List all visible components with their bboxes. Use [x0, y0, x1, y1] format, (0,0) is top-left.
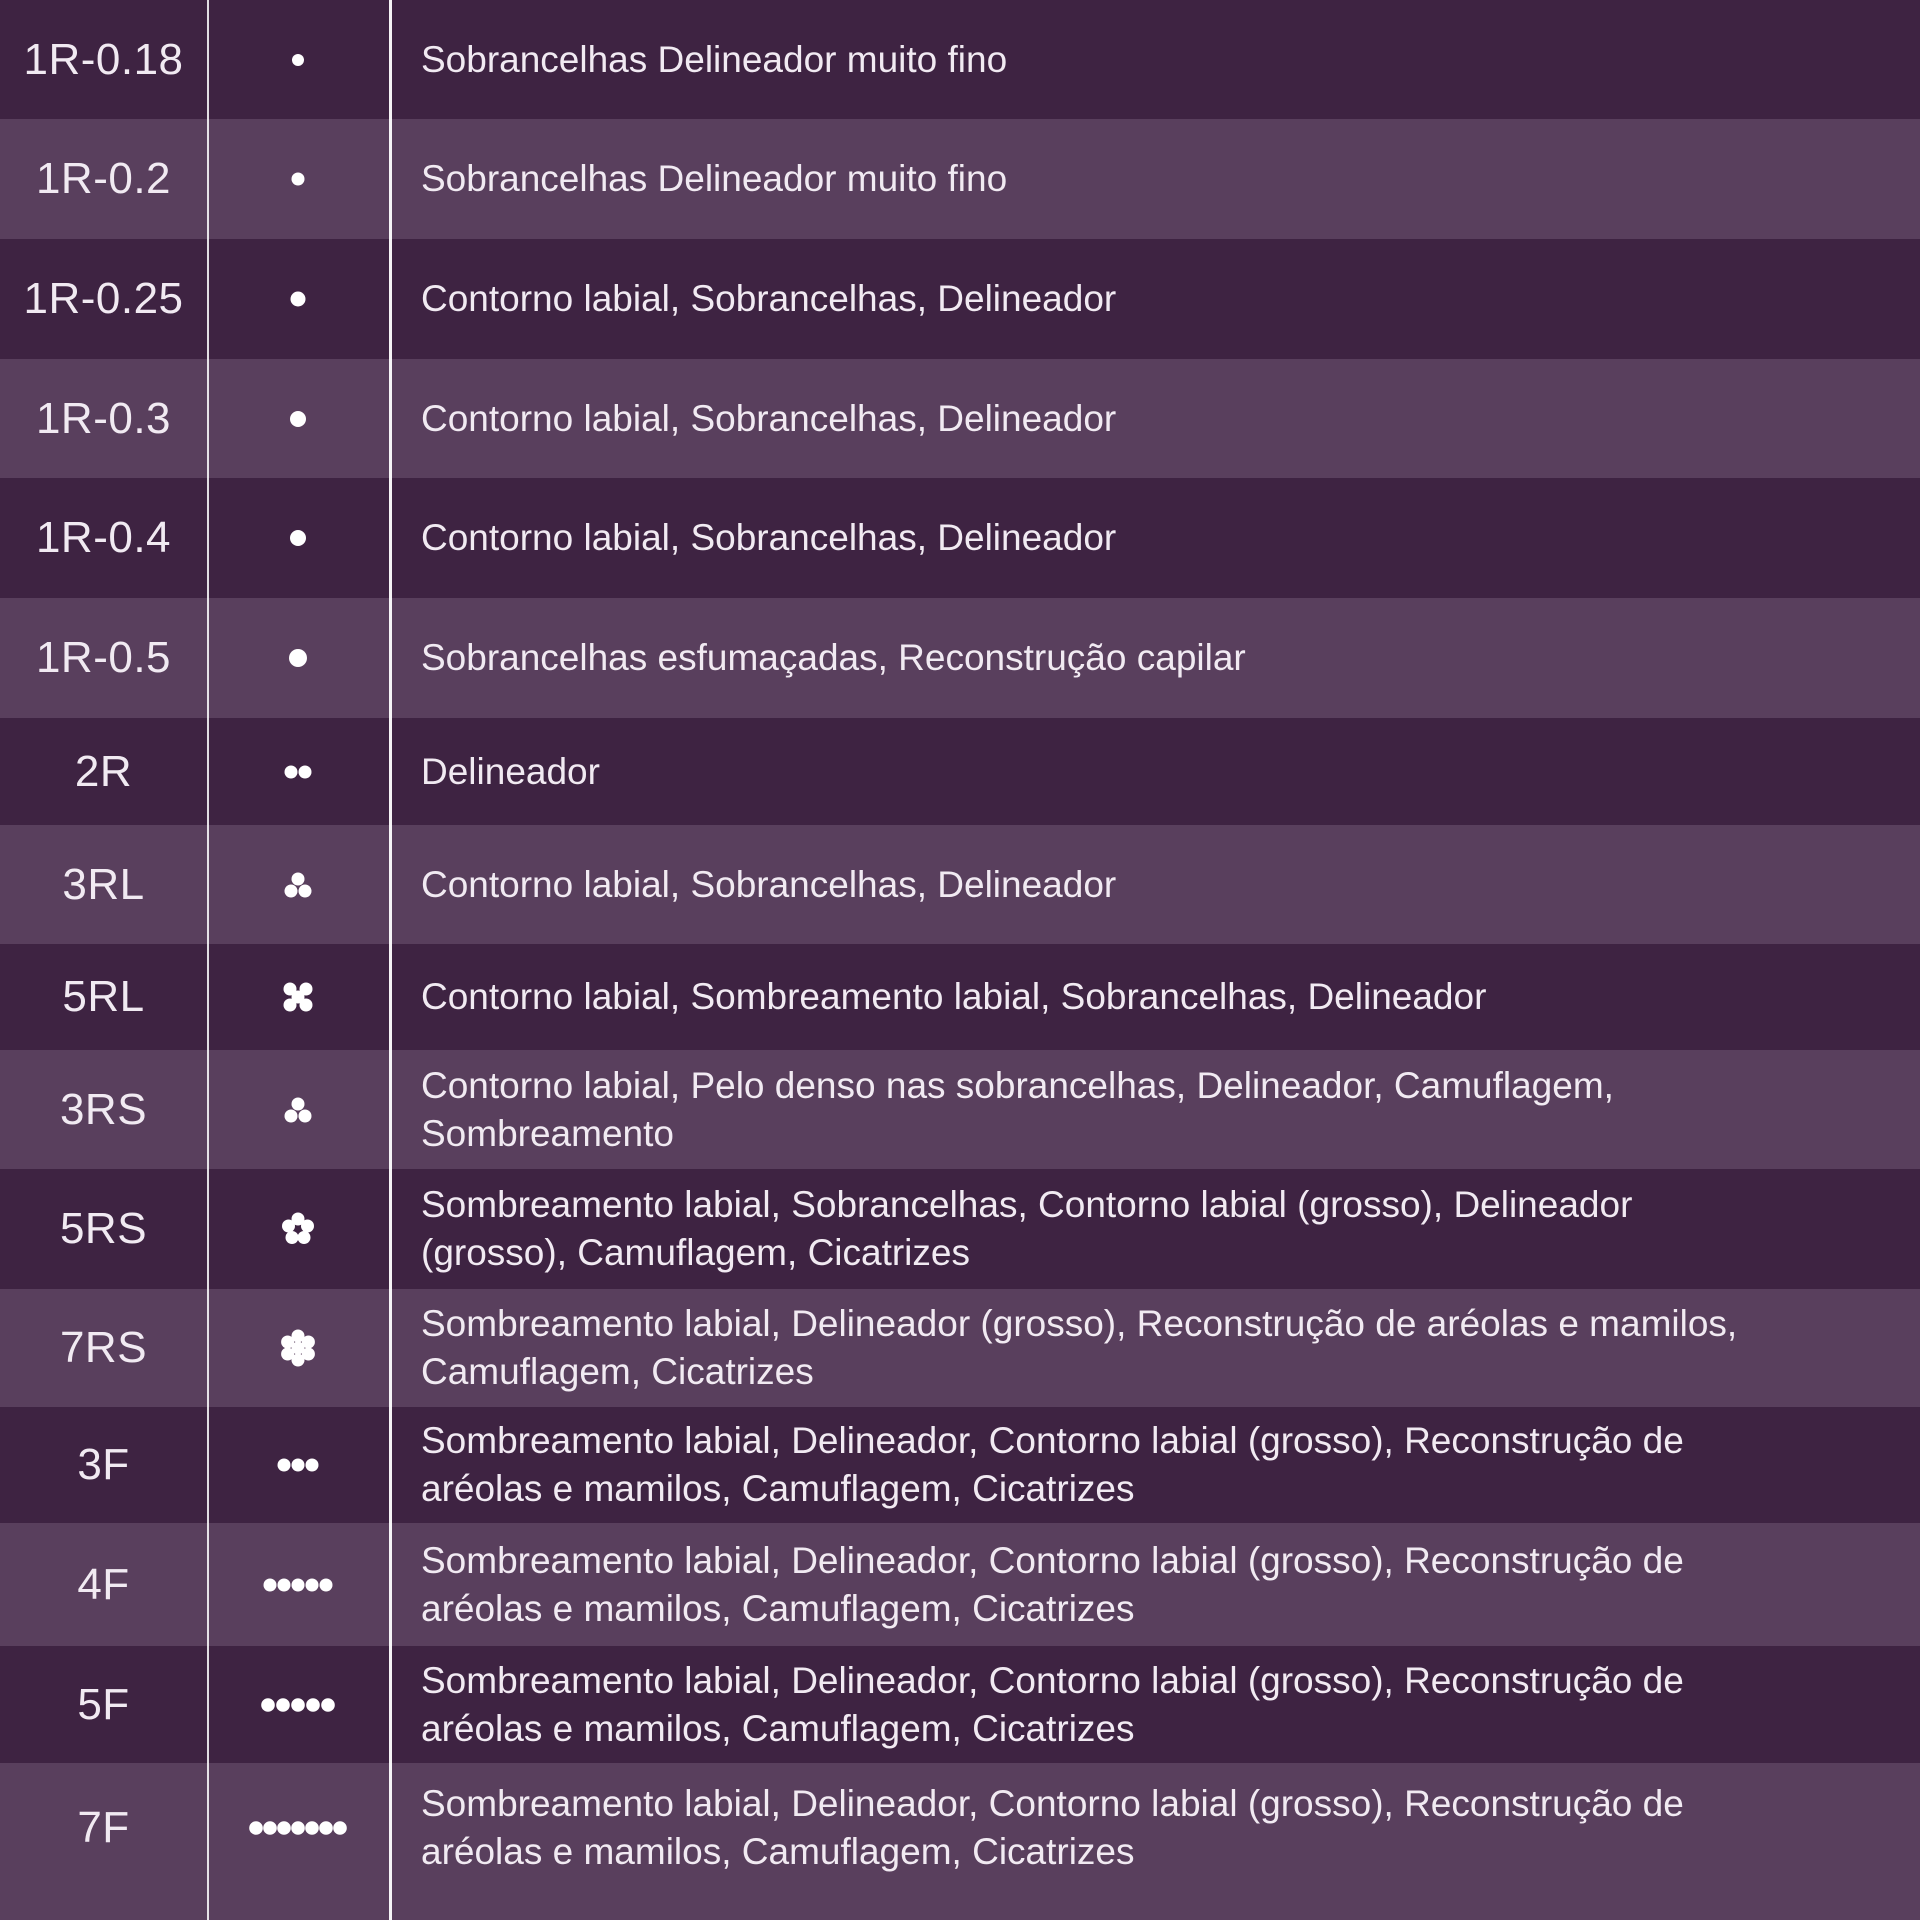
dots-7-ring-icon	[207, 1289, 389, 1407]
column-divider	[207, 0, 209, 1920]
dots-3-row-icon	[207, 1407, 389, 1523]
needle-code: 7RS	[59, 1323, 148, 1372]
needle-code: 3F	[77, 1440, 130, 1489]
needle-code: 1R-0.5	[35, 633, 172, 682]
needle-usage: Sombreamento labial, Delineador, Contorno labial (grosso), Reconstrução de aréolas e mamilos, Camuflagem, Cicatrizes	[421, 1659, 1684, 1749]
column-divider	[389, 0, 392, 1920]
dots-7-row-icon	[207, 1763, 389, 1892]
dot-1-small-icon	[207, 478, 389, 598]
needle-usage: Contorno labial, Sobrancelhas, Delineador	[421, 397, 1117, 439]
table-row	[0, 239, 1920, 359]
table-row	[0, 1169, 1920, 1289]
needle-code: 1R-0.4	[35, 513, 172, 562]
dots-5-ring-icon	[207, 1169, 389, 1289]
table-row	[0, 1050, 1920, 1169]
needle-usage: Sobrancelhas Delineador muito fino	[421, 38, 1008, 80]
table-row	[0, 598, 1920, 718]
dot-1-small-icon	[207, 359, 389, 478]
needle-usage: Contorno labial, Pelo denso nas sobrancelhas, Delineador, Camuflagem, Sombreamento	[421, 1064, 1614, 1154]
table-row	[0, 359, 1920, 478]
needle-code: 7F	[77, 1802, 130, 1852]
needle-code: 1R-0.18	[23, 34, 184, 84]
table-row	[0, 1523, 1920, 1646]
needle-code: 1R-0.2	[35, 154, 172, 203]
dot-1-small-icon	[207, 239, 389, 359]
table-row	[0, 944, 1920, 1050]
dot-1-tiny-icon	[207, 119, 389, 239]
needle-code: 5RS	[59, 1204, 148, 1253]
needle-usage: Sombreamento labial, Delineador, Contorno labial (grosso), Reconstrução de aréolas e mamilos, Camuflagem, Cicatrizes	[421, 1420, 1684, 1509]
table-row	[0, 825, 1920, 944]
needle-usage: Contorno labial, Sobrancelhas, Delineador	[421, 278, 1117, 319]
dots-5-cluster-icon	[207, 944, 389, 1050]
table-row	[0, 119, 1920, 239]
dots-2-icon	[207, 718, 389, 825]
needle-code: 3RL	[62, 859, 145, 909]
table-row	[0, 0, 1920, 119]
dots-3-cluster-icon	[207, 1050, 389, 1169]
dot-1-tiny-icon	[207, 0, 389, 119]
needle-usage: Contorno labial, Sobrancelhas, Delineador	[421, 863, 1117, 905]
dots-5-row-icon	[207, 1523, 389, 1646]
needle-code: 3RS	[59, 1084, 148, 1134]
needle-usage: Sombreamento labial, Sobrancelhas, Contorno labial (grosso), Delineador (grosso), Camuflagem, Cicatrizes	[421, 1184, 1633, 1273]
table-row-bottom-strip	[0, 1892, 1920, 1920]
needle-usage: Sombreamento labial, Delineador, Contorno labial (grosso), Reconstrução de aréolas e mamilos, Camuflagem, Cicatrizes	[421, 1539, 1684, 1629]
dot-1-medium-icon	[207, 598, 389, 718]
needle-usage: Sombreamento labial, Delineador (grosso), Reconstrução de aréolas e mamilos, Camuflagem, Cicatrizes	[421, 1303, 1738, 1392]
needle-code: 1R-0.25	[23, 274, 184, 323]
needle-usage: Sobrancelhas esfumaçadas, Reconstrução capilar	[421, 637, 1246, 678]
table-row	[0, 1763, 1920, 1892]
table-row	[0, 1289, 1920, 1407]
needle-usage: Contorno labial, Sobrancelhas, Delineador	[421, 517, 1117, 558]
dots-3-cluster-icon	[207, 825, 389, 944]
dots-5-row-icon	[207, 1646, 389, 1763]
needle-code: 1R-0.3	[35, 393, 172, 443]
needle-usage: Delineador	[421, 750, 600, 792]
needle-code: 5RL	[62, 972, 145, 1021]
needle-usage: Sombreamento labial, Delineador, Contorno labial (grosso), Reconstrução de aréolas e mamilos, Camuflagem, Cicatrizes	[421, 1782, 1684, 1872]
needle-code: 5F	[77, 1679, 130, 1729]
table-row	[0, 1646, 1920, 1763]
needle-code: 2R	[74, 746, 133, 796]
needle-usage: Contorno labial, Sombreamento labial, Sobrancelhas, Delineador	[421, 976, 1487, 1017]
needle-code: 4F	[77, 1559, 130, 1609]
table-row	[0, 718, 1920, 825]
table-row	[0, 1407, 1920, 1523]
needle-usage: Sobrancelhas Delineador muito fino	[421, 158, 1008, 199]
table-row	[0, 478, 1920, 598]
